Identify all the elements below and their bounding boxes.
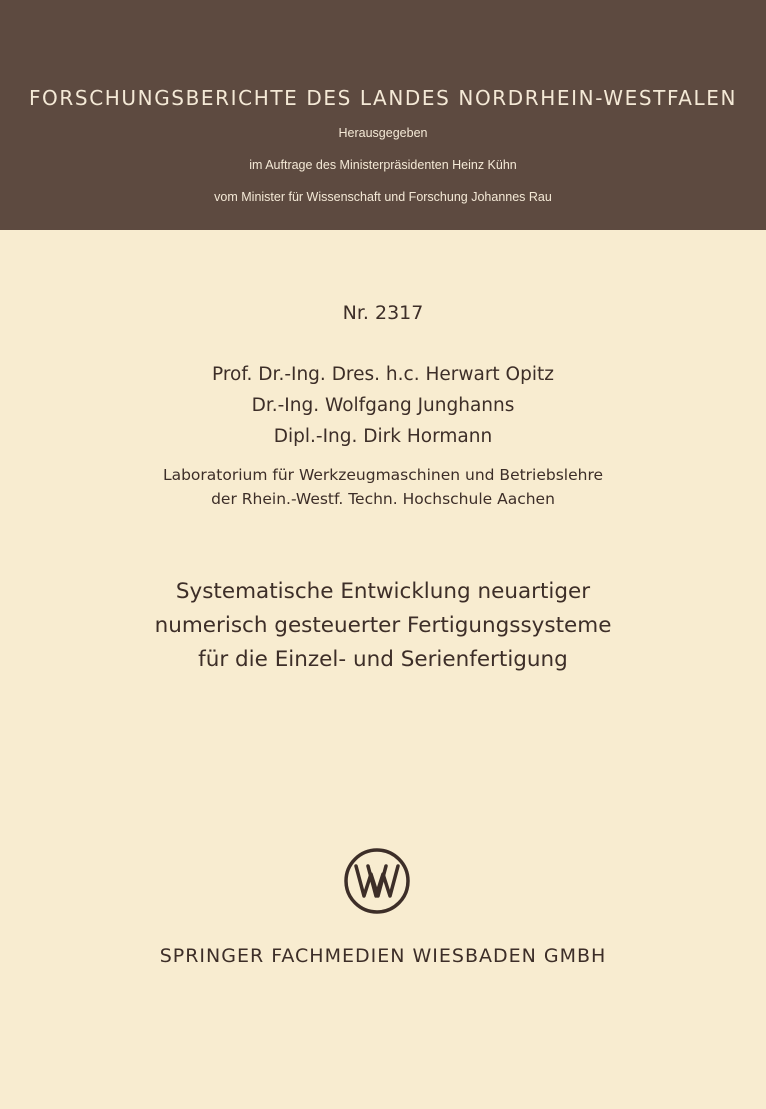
- report-number: Nr. 2317: [342, 302, 424, 324]
- editor-line-2: im Auftrage des Ministerpräsidenten Heinz Kühn: [249, 158, 517, 172]
- publisher-name: SPRINGER FACHMEDIEN WIESBADEN GMBH: [159, 945, 607, 967]
- springer-vs-logo-icon: [342, 846, 412, 916]
- author-3: Dipl.-Ing. Dirk Hormann: [273, 426, 493, 447]
- institution-line-2: der Rhein.-Westf. Techn. Hochschule Aachen: [211, 490, 555, 508]
- series-banner: [0, 0, 766, 230]
- title-line-1: Systematische Entwicklung neuartiger: [175, 579, 591, 604]
- title-line-3: für die Einzel- und Serienfertigung: [198, 647, 568, 672]
- author-1: Prof. Dr.-Ing. Dres. h.c. Herwart Opitz: [212, 364, 554, 385]
- author-2: Dr.-Ing. Wolfgang Junghanns: [251, 395, 515, 416]
- editor-line-1: Herausgegeben: [338, 126, 428, 140]
- series-title: FORSCHUNGSBERICHTE DES LANDES NORDRHEIN-WESTFALEN: [28, 86, 738, 110]
- institution-line-1: Laboratorium für Werkzeugmaschinen und Betriebslehre: [162, 466, 604, 484]
- title-line-2: numerisch gesteuerter Fertigungssysteme: [154, 613, 612, 638]
- editor-line-3: vom Minister für Wissenschaft und Forschung Johannes Rau: [214, 190, 552, 204]
